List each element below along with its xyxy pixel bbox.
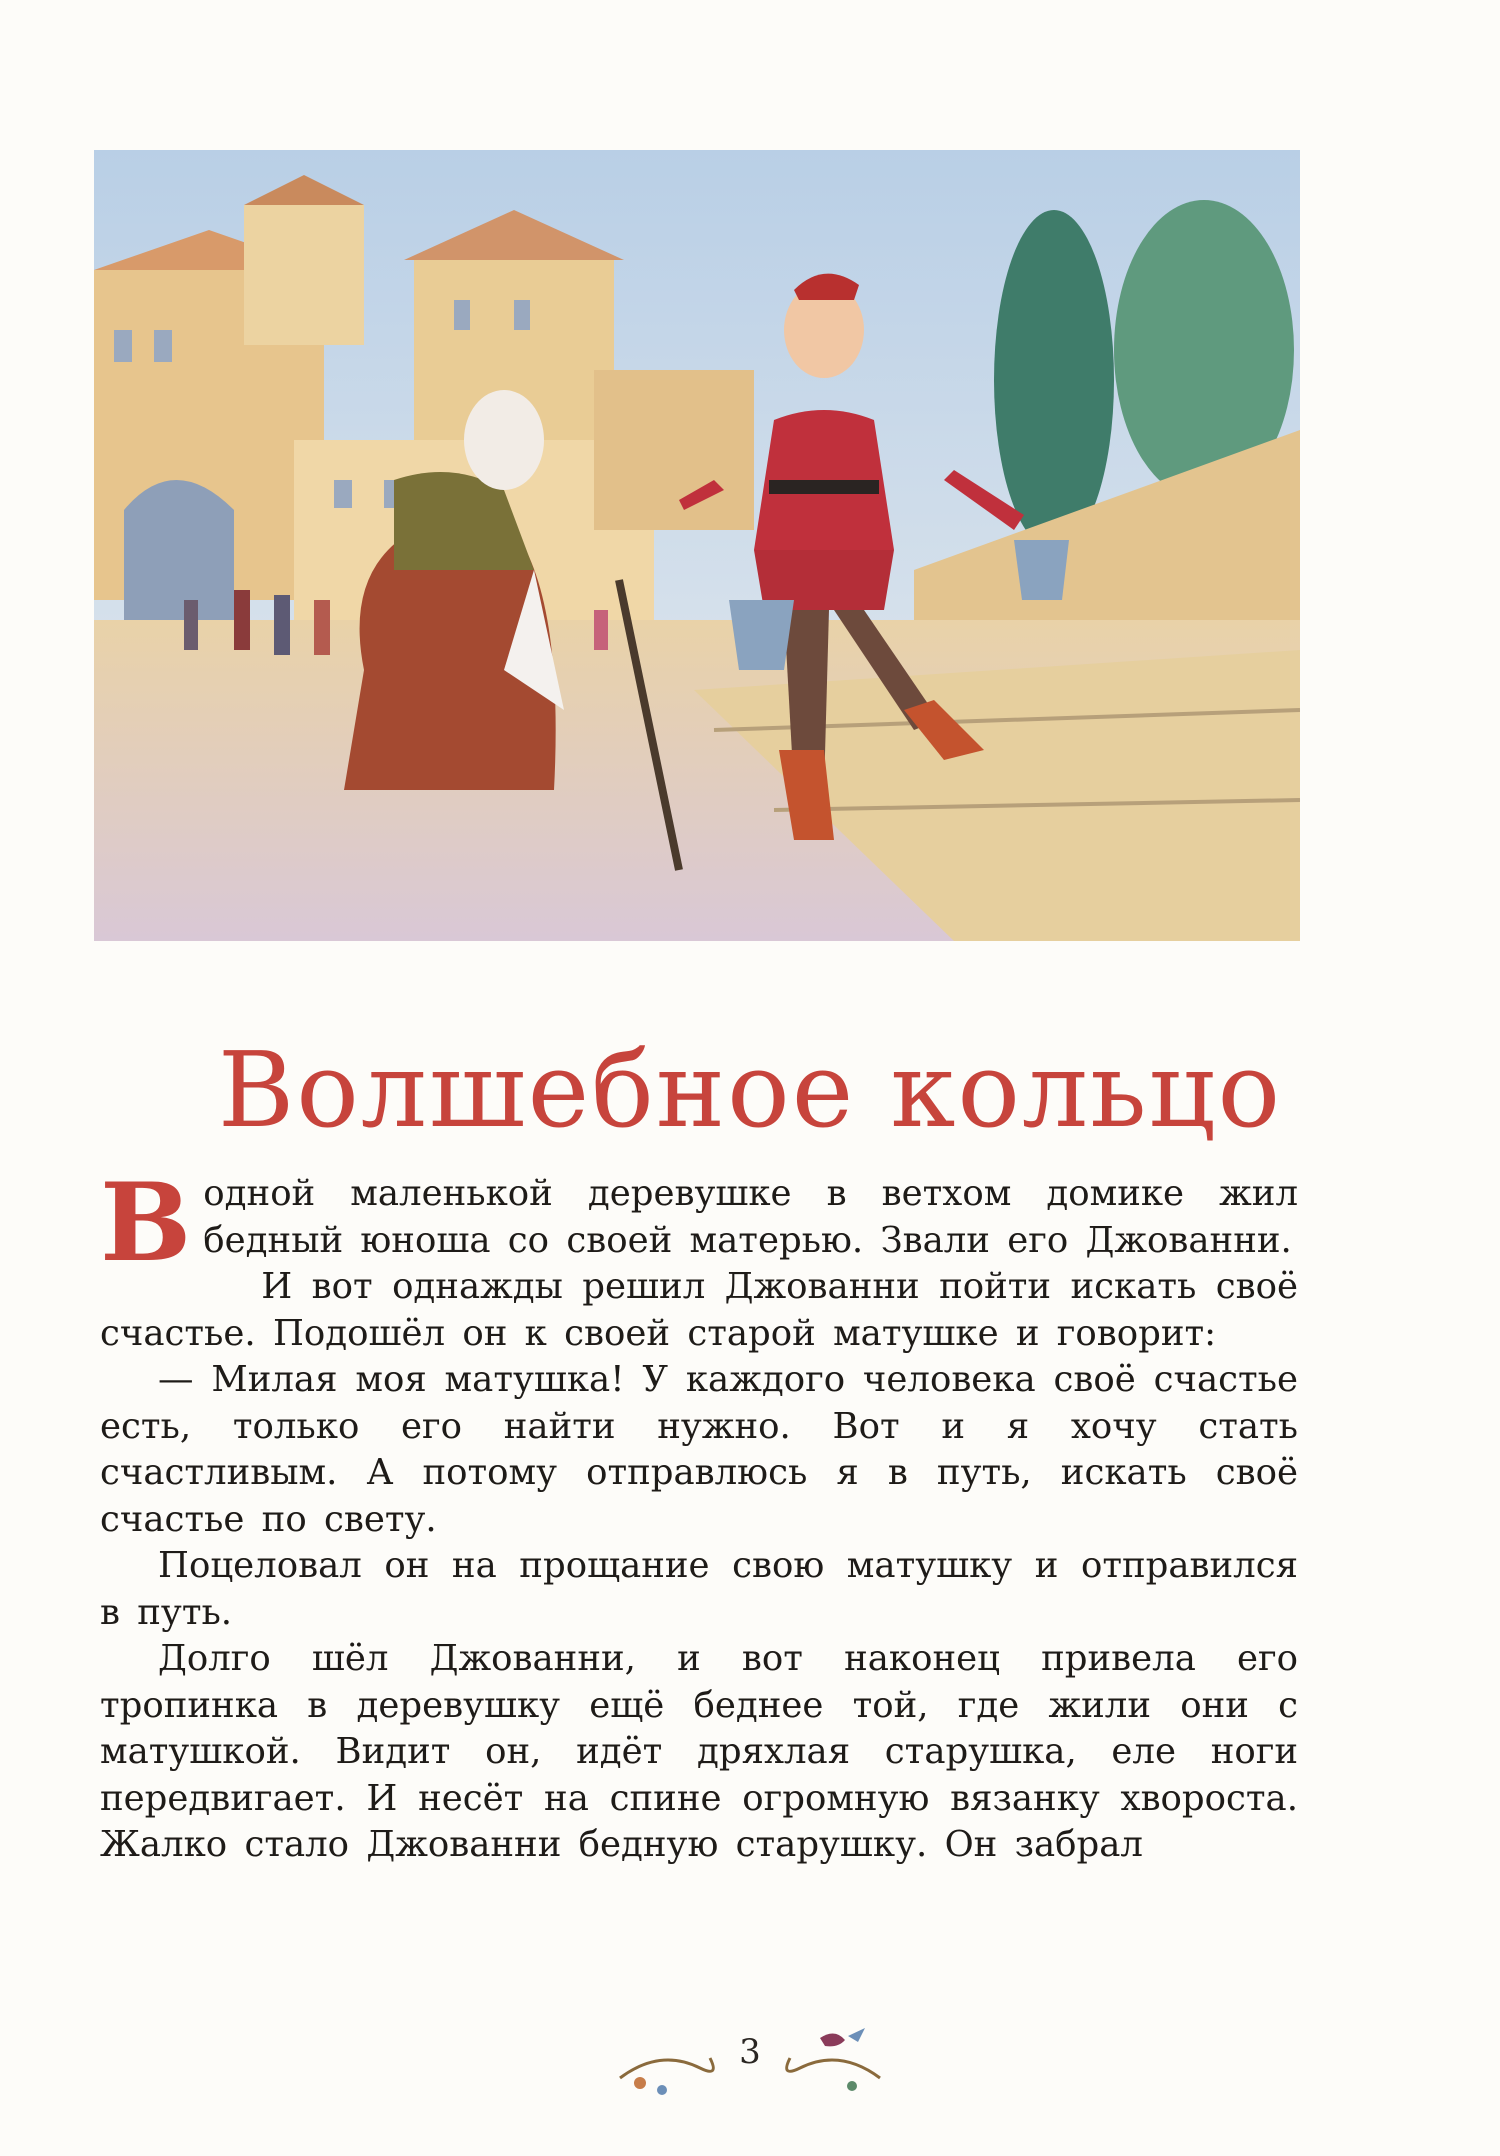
paragraph-5: Долго шёл Джованни, и вот наконец привела его тропинка в деревушку ещё беднее той, где жили они с матушкой. Видит он, идёт дряхлая старушка, еле ноги передвигает. И несёт на спине огромную вязанку хвороста. Жалко стало Джованни бедную старушку. Он забрал <box>100 1638 1298 1865</box>
story-title: Волшебное кольцо <box>217 1029 1283 1151</box>
story-illustration <box>94 150 1300 941</box>
page-footer <box>600 2008 900 2108</box>
drop-cap: В <box>100 1160 192 1286</box>
paragraph-1 <box>100 1160 1298 1286</box>
paragraph-4: Поцеловал он на прощание свою матушку и отправился в путь. <box>100 1545 1298 1633</box>
paragraph-1-text: одной маленькой деревушке в ветхом домике жил бедный юноша со своей матерью. Звали его Джованни. <box>203 1173 1298 1261</box>
paragraph-2: И вот однажды решил Джованни пойти искать своё счастье. Подошёл он к своей старой матушке и говорит: <box>100 1266 1298 1354</box>
page-number: 3 <box>739 2032 761 2072</box>
story-text <box>100 1160 1298 1869</box>
paragraph-3: — Милая моя матушка! У каждого человека своё счастье есть, только его найти нужно. Вот и я хочу стать счастливым. А потому отправлюсь я в путь, искать своё счастье по свету. <box>100 1359 1298 1540</box>
illustration-old-woman-and-giovanni <box>94 150 1300 941</box>
